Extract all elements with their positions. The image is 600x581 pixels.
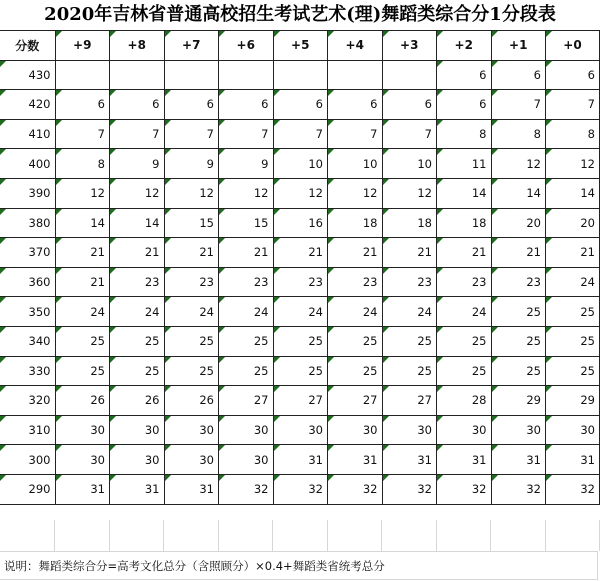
score-cell: 300	[0, 445, 55, 475]
score-table	[0, 30, 600, 505]
value-cell: 21	[491, 238, 546, 268]
value-cell: 25	[382, 356, 437, 386]
value-cell: 28	[437, 386, 492, 416]
value-cell: 6	[110, 90, 165, 120]
score-cell: 340	[0, 326, 55, 356]
table-row	[0, 267, 600, 297]
header-offset: +3	[382, 31, 437, 61]
value-cell: 12	[546, 149, 600, 179]
table-row	[0, 238, 600, 268]
value-cell: 31	[491, 445, 546, 475]
value-cell: 16	[273, 208, 328, 238]
table-row	[0, 356, 600, 386]
value-cell: 18	[382, 208, 437, 238]
score-cell: 430	[0, 60, 55, 90]
table-row	[0, 178, 600, 208]
footnote: 说明：舞蹈类综合分=高考文化总分（含照顾分）×0.4+舞蹈类省统考总分	[0, 551, 598, 580]
value-cell: 14	[437, 178, 492, 208]
empty-row	[0, 520, 600, 551]
value-cell: 30	[219, 415, 274, 445]
empty-cell	[491, 520, 546, 551]
value-cell: 25	[219, 356, 274, 386]
value-cell: 7	[219, 119, 274, 149]
header-row	[0, 31, 600, 61]
value-cell: 24	[546, 267, 600, 297]
value-cell: 7	[328, 119, 383, 149]
value-cell: 30	[546, 415, 600, 445]
value-cell: 32	[382, 474, 437, 504]
value-cell	[382, 60, 437, 90]
value-cell: 23	[273, 267, 328, 297]
value-cell: 9	[219, 149, 274, 179]
value-cell: 25	[328, 356, 383, 386]
score-cell: 330	[0, 356, 55, 386]
value-cell: 24	[219, 297, 274, 327]
value-cell: 12	[491, 149, 546, 179]
value-cell: 30	[382, 415, 437, 445]
header-offset: +8	[110, 31, 165, 61]
value-cell: 31	[382, 445, 437, 475]
empty-cell	[110, 520, 165, 551]
value-cell: 6	[219, 90, 274, 120]
empty-cell	[55, 520, 110, 551]
value-cell: 25	[164, 326, 219, 356]
table-row	[0, 90, 600, 120]
empty-cell	[273, 520, 328, 551]
value-cell: 7	[273, 119, 328, 149]
value-cell: 25	[110, 356, 165, 386]
value-cell	[273, 60, 328, 90]
value-cell: 25	[546, 356, 600, 386]
value-cell: 25	[437, 326, 492, 356]
value-cell: 31	[273, 445, 328, 475]
value-cell: 31	[328, 445, 383, 475]
value-cell: 9	[164, 149, 219, 179]
header-offset: +1	[491, 31, 546, 61]
table-row	[0, 415, 600, 445]
value-cell: 30	[219, 445, 274, 475]
value-cell: 8	[491, 119, 546, 149]
value-cell: 21	[219, 238, 274, 268]
score-cell: 400	[0, 149, 55, 179]
value-cell: 24	[273, 297, 328, 327]
value-cell: 24	[328, 297, 383, 327]
header-offset: +6	[219, 31, 274, 61]
value-cell: 23	[328, 267, 383, 297]
value-cell: 25	[546, 326, 600, 356]
value-cell: 6	[55, 90, 110, 120]
value-cell: 30	[110, 445, 165, 475]
score-cell: 380	[0, 208, 55, 238]
value-cell	[110, 60, 165, 90]
value-cell: 12	[164, 178, 219, 208]
value-cell: 7	[110, 119, 165, 149]
table-row	[0, 474, 600, 504]
score-cell: 310	[0, 415, 55, 445]
value-cell: 21	[437, 238, 492, 268]
value-cell: 21	[546, 238, 600, 268]
value-cell: 24	[437, 297, 492, 327]
empty-cell	[0, 520, 55, 551]
value-cell: 7	[546, 90, 600, 120]
table-row	[0, 208, 600, 238]
value-cell: 25	[491, 297, 546, 327]
value-cell: 24	[382, 297, 437, 327]
value-cell: 12	[382, 178, 437, 208]
empty-cell	[437, 520, 492, 551]
score-cell: 390	[0, 178, 55, 208]
value-cell: 25	[55, 326, 110, 356]
value-cell: 7	[491, 90, 546, 120]
value-cell: 23	[491, 267, 546, 297]
value-cell: 31	[437, 445, 492, 475]
value-cell: 23	[219, 267, 274, 297]
value-cell: 23	[110, 267, 165, 297]
value-cell: 32	[491, 474, 546, 504]
value-cell	[164, 60, 219, 90]
value-cell: 14	[546, 178, 600, 208]
value-cell: 6	[491, 60, 546, 90]
value-cell	[219, 60, 274, 90]
value-cell: 25	[437, 356, 492, 386]
value-cell: 7	[382, 119, 437, 149]
value-cell: 25	[382, 326, 437, 356]
value-cell: 25	[55, 356, 110, 386]
empty-cell	[382, 520, 437, 551]
score-cell: 320	[0, 386, 55, 416]
value-cell: 6	[437, 90, 492, 120]
empty-cell	[164, 520, 219, 551]
score-cell: 360	[0, 267, 55, 297]
value-cell: 6	[328, 90, 383, 120]
value-cell: 25	[546, 297, 600, 327]
header-offset: +9	[55, 31, 110, 61]
value-cell: 31	[55, 474, 110, 504]
value-cell	[55, 60, 110, 90]
value-cell: 10	[382, 149, 437, 179]
value-cell: 31	[546, 445, 600, 475]
value-cell: 7	[55, 119, 110, 149]
value-cell: 27	[219, 386, 274, 416]
score-cell: 370	[0, 238, 55, 268]
value-cell: 26	[55, 386, 110, 416]
value-cell: 23	[437, 267, 492, 297]
table-row	[0, 297, 600, 327]
header-offset: +2	[437, 31, 492, 61]
value-cell: 29	[491, 386, 546, 416]
value-cell: 32	[219, 474, 274, 504]
value-cell: 10	[328, 149, 383, 179]
value-cell: 25	[110, 326, 165, 356]
value-cell: 14	[55, 208, 110, 238]
value-cell: 21	[382, 238, 437, 268]
table-row	[0, 386, 600, 416]
value-cell: 8	[55, 149, 110, 179]
value-cell: 21	[55, 238, 110, 268]
table-row	[0, 149, 600, 179]
value-cell: 10	[273, 149, 328, 179]
value-cell: 20	[546, 208, 600, 238]
empty-cell	[328, 520, 383, 551]
value-cell: 21	[164, 238, 219, 268]
value-cell: 6	[164, 90, 219, 120]
value-cell: 14	[491, 178, 546, 208]
value-cell: 26	[110, 386, 165, 416]
value-cell: 30	[164, 415, 219, 445]
value-cell: 21	[110, 238, 165, 268]
value-cell: 25	[491, 356, 546, 386]
value-cell: 15	[164, 208, 219, 238]
value-cell: 29	[546, 386, 600, 416]
value-cell: 12	[110, 178, 165, 208]
value-cell	[328, 60, 383, 90]
value-cell: 24	[164, 297, 219, 327]
value-cell: 25	[491, 326, 546, 356]
header-offset: +7	[164, 31, 219, 61]
value-cell: 30	[437, 415, 492, 445]
value-cell: 30	[328, 415, 383, 445]
value-cell: 25	[273, 356, 328, 386]
value-cell: 9	[110, 149, 165, 179]
value-cell: 32	[328, 474, 383, 504]
page-title: 2020年吉林省普通高校招生考试艺术(理)舞蹈类综合分1分段表	[0, 0, 600, 30]
value-cell: 25	[219, 326, 274, 356]
header-offset: +4	[328, 31, 383, 61]
value-cell: 18	[437, 208, 492, 238]
empty-cell	[546, 520, 600, 551]
score-cell: 290	[0, 474, 55, 504]
value-cell: 30	[491, 415, 546, 445]
value-cell: 27	[273, 386, 328, 416]
value-cell: 6	[437, 60, 492, 90]
table-row	[0, 326, 600, 356]
header-offset: +0	[546, 31, 600, 61]
value-cell: 21	[273, 238, 328, 268]
value-cell: 23	[164, 267, 219, 297]
table-row	[0, 119, 600, 149]
value-cell: 31	[164, 474, 219, 504]
value-cell: 27	[328, 386, 383, 416]
table-row	[0, 445, 600, 475]
value-cell: 6	[546, 60, 600, 90]
value-cell: 20	[491, 208, 546, 238]
value-cell: 32	[546, 474, 600, 504]
value-cell: 31	[110, 474, 165, 504]
empty-cell	[219, 520, 274, 551]
value-cell: 30	[110, 415, 165, 445]
value-cell: 6	[382, 90, 437, 120]
value-cell: 14	[110, 208, 165, 238]
value-cell: 23	[382, 267, 437, 297]
value-cell: 25	[273, 326, 328, 356]
value-cell: 8	[546, 119, 600, 149]
table-row	[0, 60, 600, 90]
header-offset: +5	[273, 31, 328, 61]
value-cell: 25	[164, 356, 219, 386]
value-cell: 8	[437, 119, 492, 149]
value-cell: 21	[55, 267, 110, 297]
value-cell: 27	[382, 386, 437, 416]
value-cell: 30	[273, 415, 328, 445]
value-cell: 12	[273, 178, 328, 208]
value-cell: 15	[219, 208, 274, 238]
value-cell: 30	[55, 415, 110, 445]
value-cell: 25	[328, 326, 383, 356]
value-cell: 32	[437, 474, 492, 504]
value-cell: 18	[328, 208, 383, 238]
value-cell: 21	[328, 238, 383, 268]
value-cell: 12	[219, 178, 274, 208]
value-cell: 11	[437, 149, 492, 179]
score-cell: 410	[0, 119, 55, 149]
value-cell: 12	[328, 178, 383, 208]
value-cell: 26	[164, 386, 219, 416]
header-score: 分数	[0, 31, 55, 61]
value-cell: 7	[164, 119, 219, 149]
value-cell: 30	[164, 445, 219, 475]
value-cell: 6	[273, 90, 328, 120]
value-cell: 12	[55, 178, 110, 208]
value-cell: 24	[55, 297, 110, 327]
value-cell: 30	[55, 445, 110, 475]
value-cell: 24	[110, 297, 165, 327]
score-cell: 350	[0, 297, 55, 327]
score-cell: 420	[0, 90, 55, 120]
value-cell: 32	[273, 474, 328, 504]
